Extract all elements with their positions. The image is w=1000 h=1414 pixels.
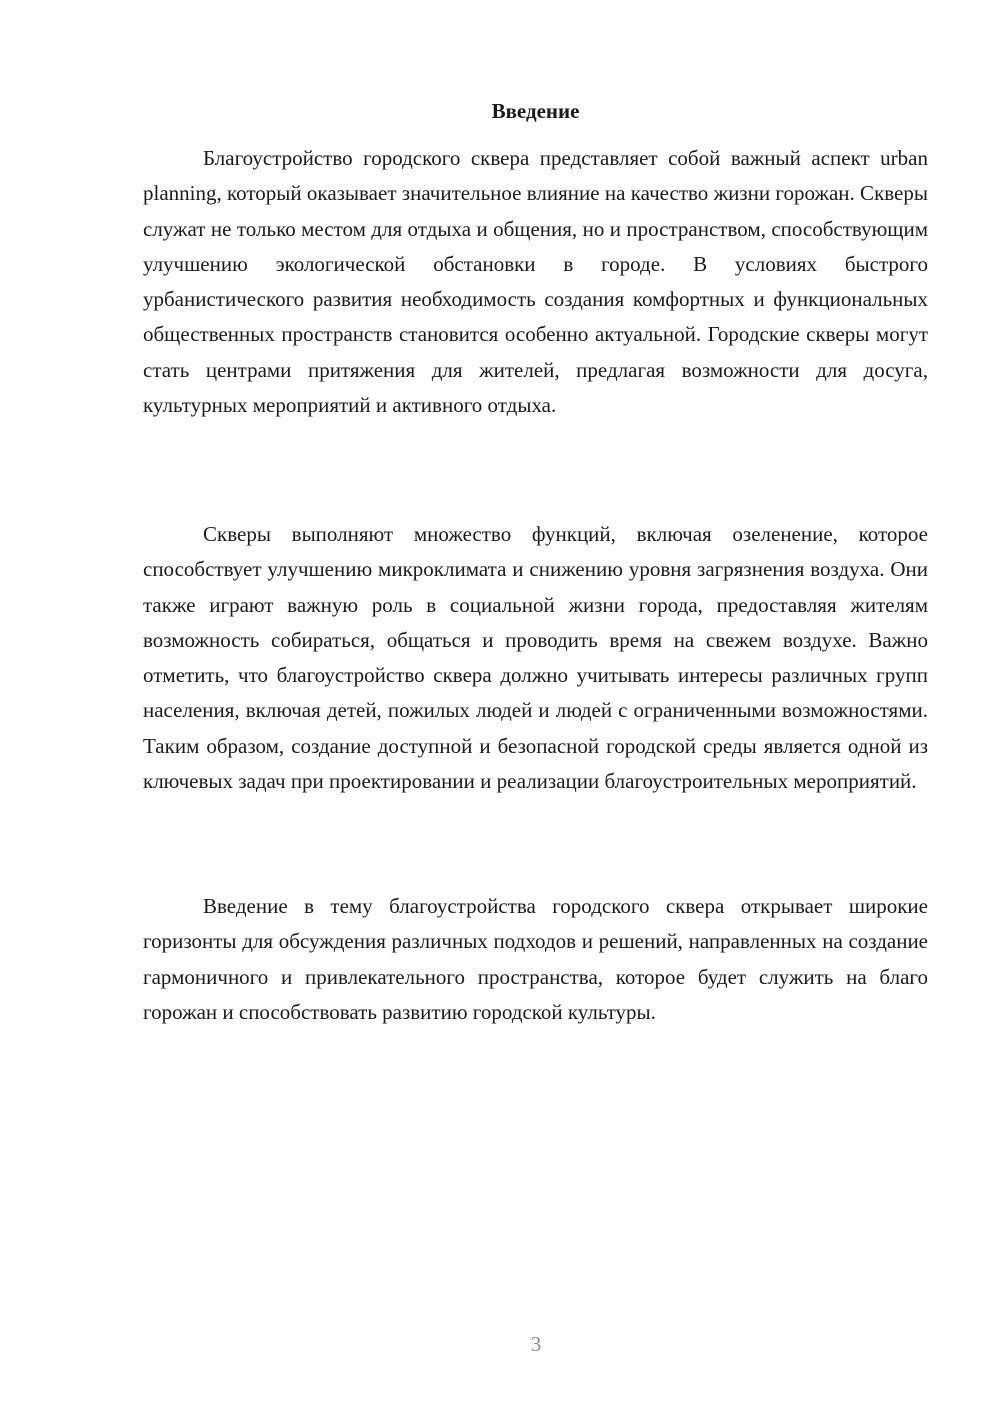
paragraph-2: Скверы выполняют множество функций, включая озеленение, которое способствует улучшению микроклимата и снижению уровня загрязнения воздуха. Они также играют важную роль в социальной жизни города, предоставляя жителям возможность собираться, общаться и проводить время на свежем воздухе. Важно отметить, что благоустройство сквера должно учитывать интересы различных групп населения, включая детей, пожилых людей и людей с ограниченными возможностями. Таким образом, создание доступной и безопасной городской среды является одной из ключевых задач при проектировании и реализации благоустроительных мероприятий. (143, 522, 928, 794)
paragraph-3: Введение в тему благоустройства городского сквера открывает широкие горизонты для обсуждения различных подходов и решений, направленных на создание гармоничного и привлекательного пространства, которое будет служить на благо горожан и способствовать развитию городской культуры. (143, 894, 928, 1024)
section-heading: Введение (491, 99, 580, 123)
paragraph-1: Благоустройство городского сквера представляет собой важный аспект urban planning, который оказывает значительное влияние на качество жизни горожан. Скверы служат не только местом для отдыха и общения, но и пространством, способствующим улучшению экологической обстановки в городе. В условиях быстрого урбанистического развития необходимость создания комфортных и функциональных общественных пространств становится особенно актуальной. Городские скверы могут стать центрами притяжения для жителей, предлагая возможности для досуга, культурных мероприятий и активного отдыха. (143, 146, 928, 418)
page-number: 3 (530, 1332, 542, 1356)
